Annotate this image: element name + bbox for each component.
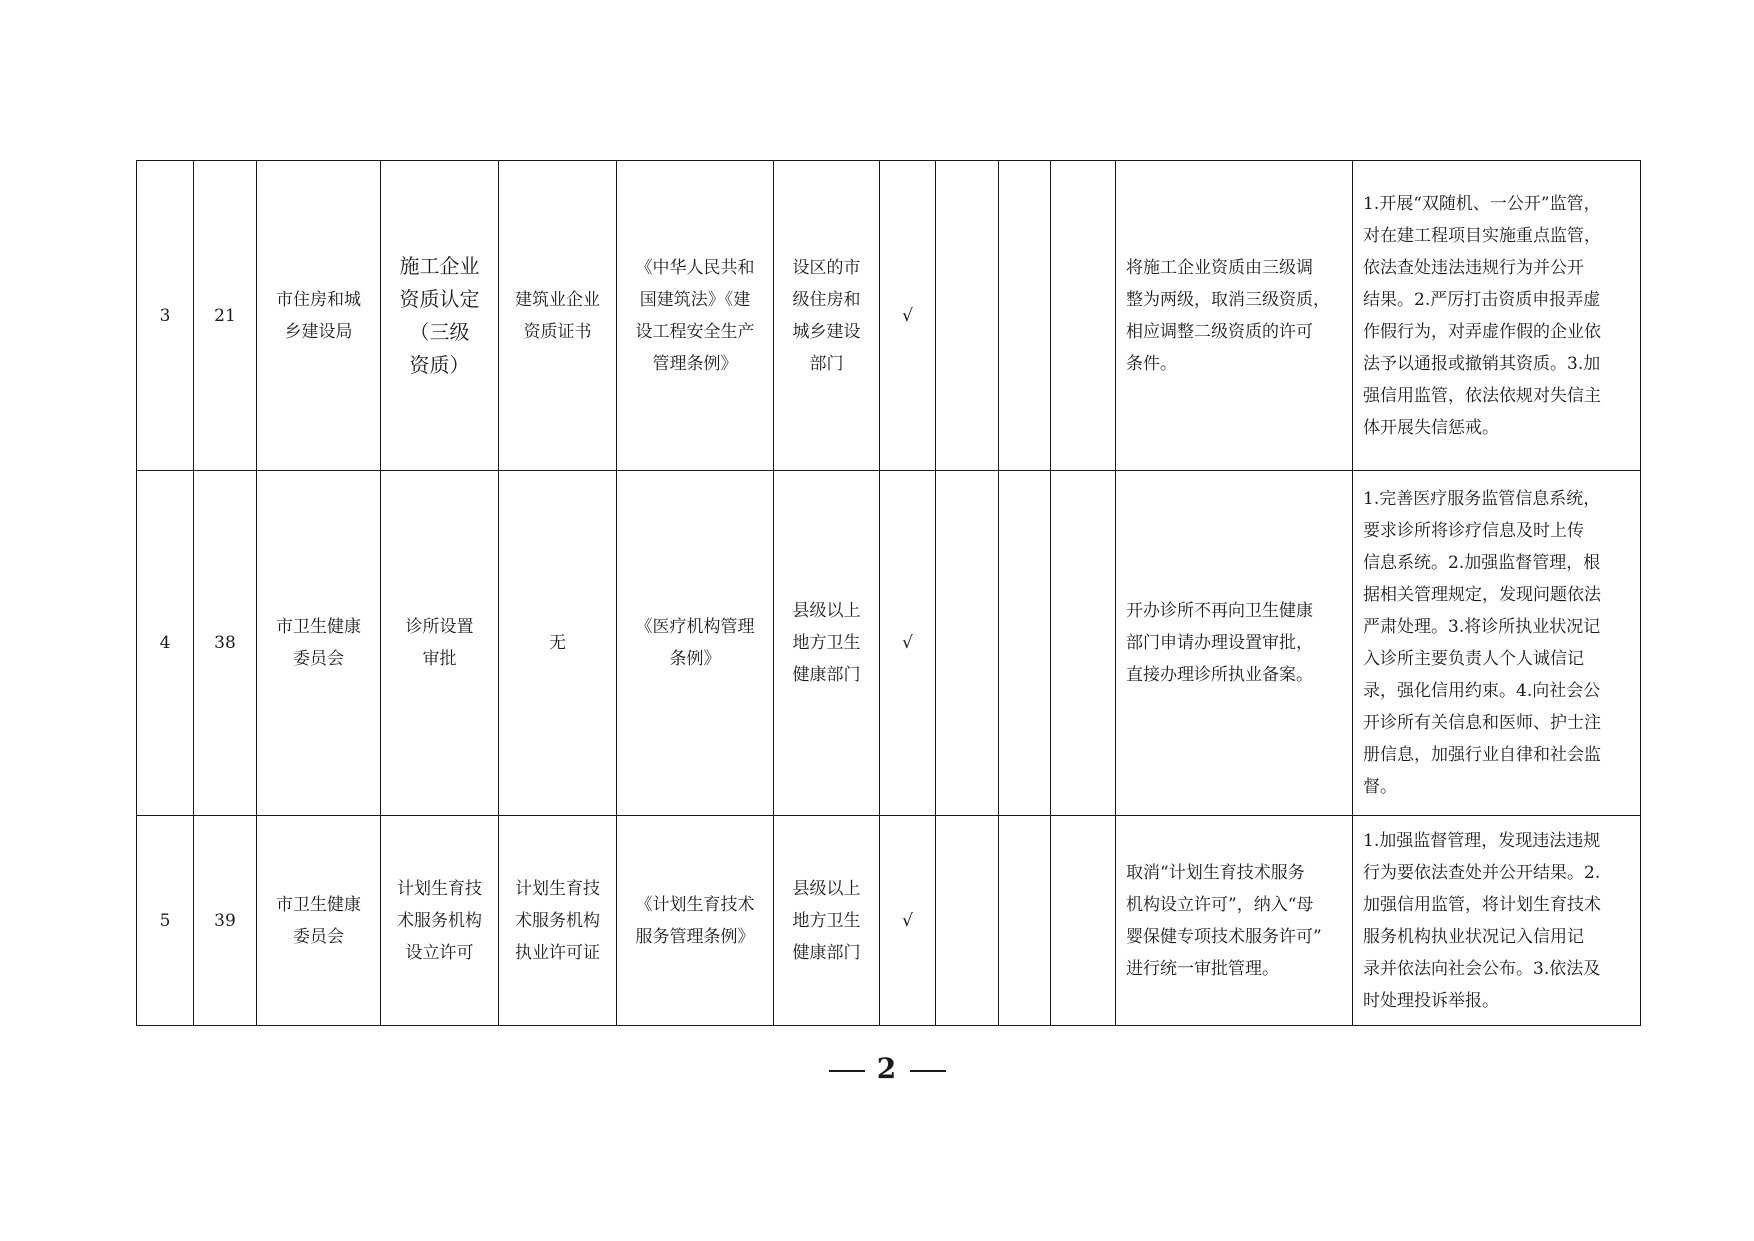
cell-item-name: 施工企业 资质认定 （三级 资质） <box>381 161 499 471</box>
cell-basis: 《中华人民共和 国建筑法》《建 设工程安全生产 管理条例》 <box>617 161 774 471</box>
cell-approval-dept: 县级以上 地方卫生 健康部门 <box>774 816 880 1026</box>
cell-basis: 《医疗机构管理 条例》 <box>617 471 774 816</box>
page-number <box>0 1052 1754 1085</box>
page-number-value: 2 <box>876 1052 899 1085</box>
page-number-left-dash <box>829 1070 865 1072</box>
cell-reform-content: 取消“计划生育技术服务 机构设立许可”，纳入“母 婴保健专项技术服务许可” 进行统一审批管理。 <box>1116 816 1353 1026</box>
table-row <box>137 816 1641 1026</box>
cell-item-name: 计划生育技 术服务机构 设立许可 <box>381 816 499 1026</box>
cell-department: 市卫生健康 委员会 <box>257 816 381 1026</box>
cell-certificate: 计划生育技 术服务机构 执业许可证 <box>499 816 617 1026</box>
cell-empty <box>999 816 1051 1026</box>
cell-measures: 1.完善医疗服务监管信息系统， 要求诊所将诊疗信息及时上传 信息系统。2.加强监督管理，根 据相关管理规定，发现问题依法 严肃处理。3.将诊所执业状况记 入诊所主要负责人个人诚信记 录，强化信用约束。4.向社会公 开诊所有关信息和医师、护士注 册信息，加强行业自律和社会监 督。 <box>1353 471 1641 816</box>
cell-checkmark: √ <box>880 471 936 816</box>
table-row <box>137 471 1641 816</box>
cell-empty <box>999 471 1051 816</box>
cell-certificate: 建筑业企业 资质证书 <box>499 161 617 471</box>
cell-seq: 5 <box>137 816 194 1026</box>
page-number-right-dash <box>910 1070 946 1072</box>
cell-measures: 1.加强监督管理，发现违法违规 行为要依法查处并公开结果。2. 加强信用监管，将计划生育技术 服务机构执业状况记入信用记 录并依法向社会公布。3.依法及 时处理投诉举报。 <box>1353 816 1641 1026</box>
cell-reform-content: 开办诊所不再向卫生健康 部门申请办理设置审批， 直接办理诊所执业备案。 <box>1116 471 1353 816</box>
cell-certificate: 无 <box>499 471 617 816</box>
cell-approval-dept: 设区的市 级住房和 城乡建设 部门 <box>774 161 880 471</box>
cell-seq: 3 <box>137 161 194 471</box>
cell-empty <box>936 471 999 816</box>
cell-empty <box>936 161 999 471</box>
cell-item-name: 诊所设置 审批 <box>381 471 499 816</box>
cell-measures: 1.开展“双随机、一公开”监管， 对在建工程项目实施重点监管， 依法查处违法违规行为并公开 结果。2.严厉打击资质申报弄虚 作假行为，对弄虚作假的企业依 法予以通报或撤销其资质。3.加 强信用监管，依法依规对失信主 体开展失信惩戒。 <box>1353 161 1641 471</box>
cell-empty <box>999 161 1051 471</box>
cell-empty <box>1051 816 1116 1026</box>
cell-basis: 《计划生育技术 服务管理条例》 <box>617 816 774 1026</box>
cell-department: 市住房和城 乡建设局 <box>257 161 381 471</box>
cell-empty <box>936 816 999 1026</box>
cell-empty <box>1051 161 1116 471</box>
cell-seq: 4 <box>137 471 194 816</box>
cell-empty <box>1051 471 1116 816</box>
table-row <box>137 161 1641 471</box>
cell-reform-content: 将施工企业资质由三级调 整为两级，取消三级资质， 相应调整二级资质的许可 条件。 <box>1116 161 1353 471</box>
cell-item-no: 38 <box>194 471 257 816</box>
cell-department: 市卫生健康 委员会 <box>257 471 381 816</box>
reform-items-table <box>136 160 1641 1026</box>
cell-checkmark: √ <box>880 161 936 471</box>
cell-checkmark: √ <box>880 816 936 1026</box>
cell-item-no: 39 <box>194 816 257 1026</box>
cell-item-no: 21 <box>194 161 257 471</box>
cell-approval-dept: 县级以上 地方卫生 健康部门 <box>774 471 880 816</box>
